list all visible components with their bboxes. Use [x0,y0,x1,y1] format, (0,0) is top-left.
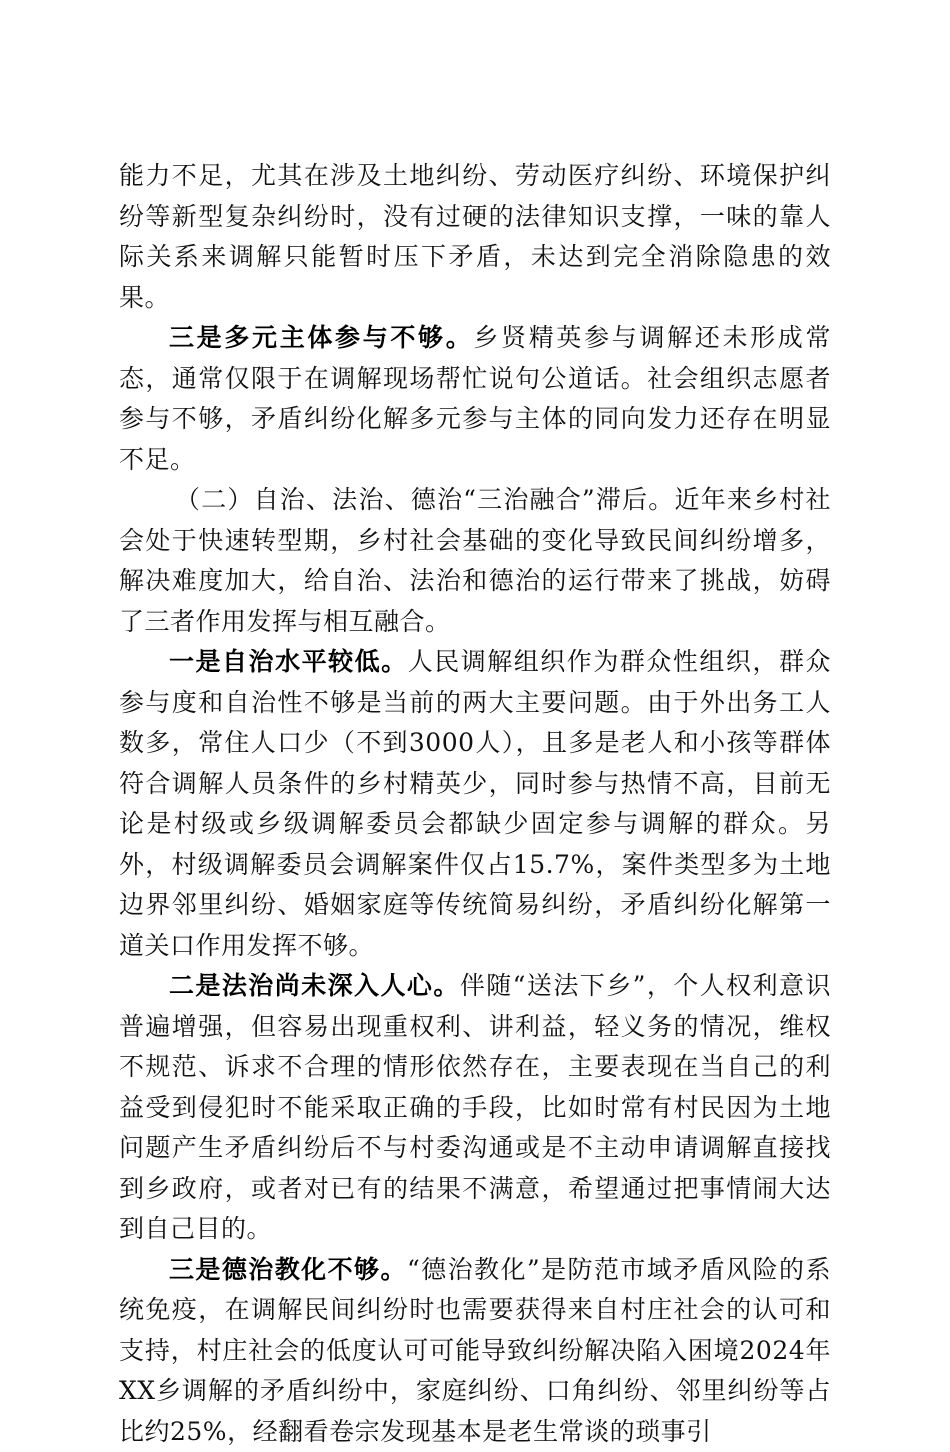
paragraph-lead: 三是多元主体参与不够。 [169,323,473,352]
paragraph-multi-party [119,318,831,480]
paragraph-text: 人民调解组织作为群众性组织，群众参与度和自治性不够是当前的两大主要问题。由于外出务工人数多，常住人口少（不到3000人），且多是老人和小孩等群体符合调解人员条件的乡村精英少，同时参与热情不高，目前无论是村级或乡级调解委员会都缺少固定参与调解的群众。另外，村级调解委员会调解案件仅占15.7%，案件类型多为土地边界邻里纠纷、婚姻家庭等传统简易纠纷，矛盾纠纷化解第一道关口作用发挥不够。 [119,647,831,960]
paragraph-text: 乡贤精英参与调解还未形成常态，通常仅限于在调解现场帮忙说句公道话。社会组织志愿者参与不够，矛盾纠纷化解多元参与主体的同向发力还存在明显不足。 [119,323,831,474]
paragraph-text: “德治教化”是防范市域矛盾风险的系统免疫，在调解民间纠纷时也需要获得来自村庄社会的认可和支持，村庄社会的低度认可可能导致纠纷解决陷入困境2024年XX乡调解的矛盾纠纷中，家庭纠纷、口角纠纷、邻里纠纷等占比约25%，经翻看卷宗发现基本是老生常谈的琐事引 [119,1255,831,1446]
paragraph-lead: 三是德治教化不够。 [169,1255,407,1284]
paragraph-text: 伴随“送法下乡”，个人权利意识普遍增强，但容易出现重权利、讲利益，轻义务的情况，维权不规范、诉求不合理的情形依然存在，主要表现在当自己的利益受到侵犯时不能采取正确的手段，比如时常有村民因为土地问题产生矛盾纠纷后不与村委沟通或是不主动申请调解直接找到乡政府，或者对已有的结果不满意，希望通过把事情闹大达到自己目的。 [119,971,831,1243]
paragraph-self-governance [119,642,831,966]
paragraph-rule-of-law [119,966,831,1250]
paragraph-text: （二）自治、法治、德治“三治融合”滞后。近年来乡村社会处于快速转型期，乡村社会基础的变化导致民间纠纷增多，解决难度加大，给自治、法治和德治的运行带来了挑战，妨碍了三者作用发挥与相互融合。 [119,485,831,636]
paragraph-continuation [119,156,831,318]
paragraph-lead: 二是法治尚未深入人心。 [169,971,460,1000]
document-body [119,156,831,1452]
paragraph-moral-education [119,1250,831,1452]
paragraph-text: 能力不足，尤其在涉及土地纠纷、劳动医疗纠纷、环境保护纠纷等新型复杂纠纷时，没有过硬的法律知识支撑，一味的靠人际关系来调解只能暂时压下矛盾，未达到完全消除隐患的效果。 [119,161,831,312]
paragraph-lead: 一是自治水平较低。 [169,647,408,676]
section-heading-three-governance [119,480,831,642]
